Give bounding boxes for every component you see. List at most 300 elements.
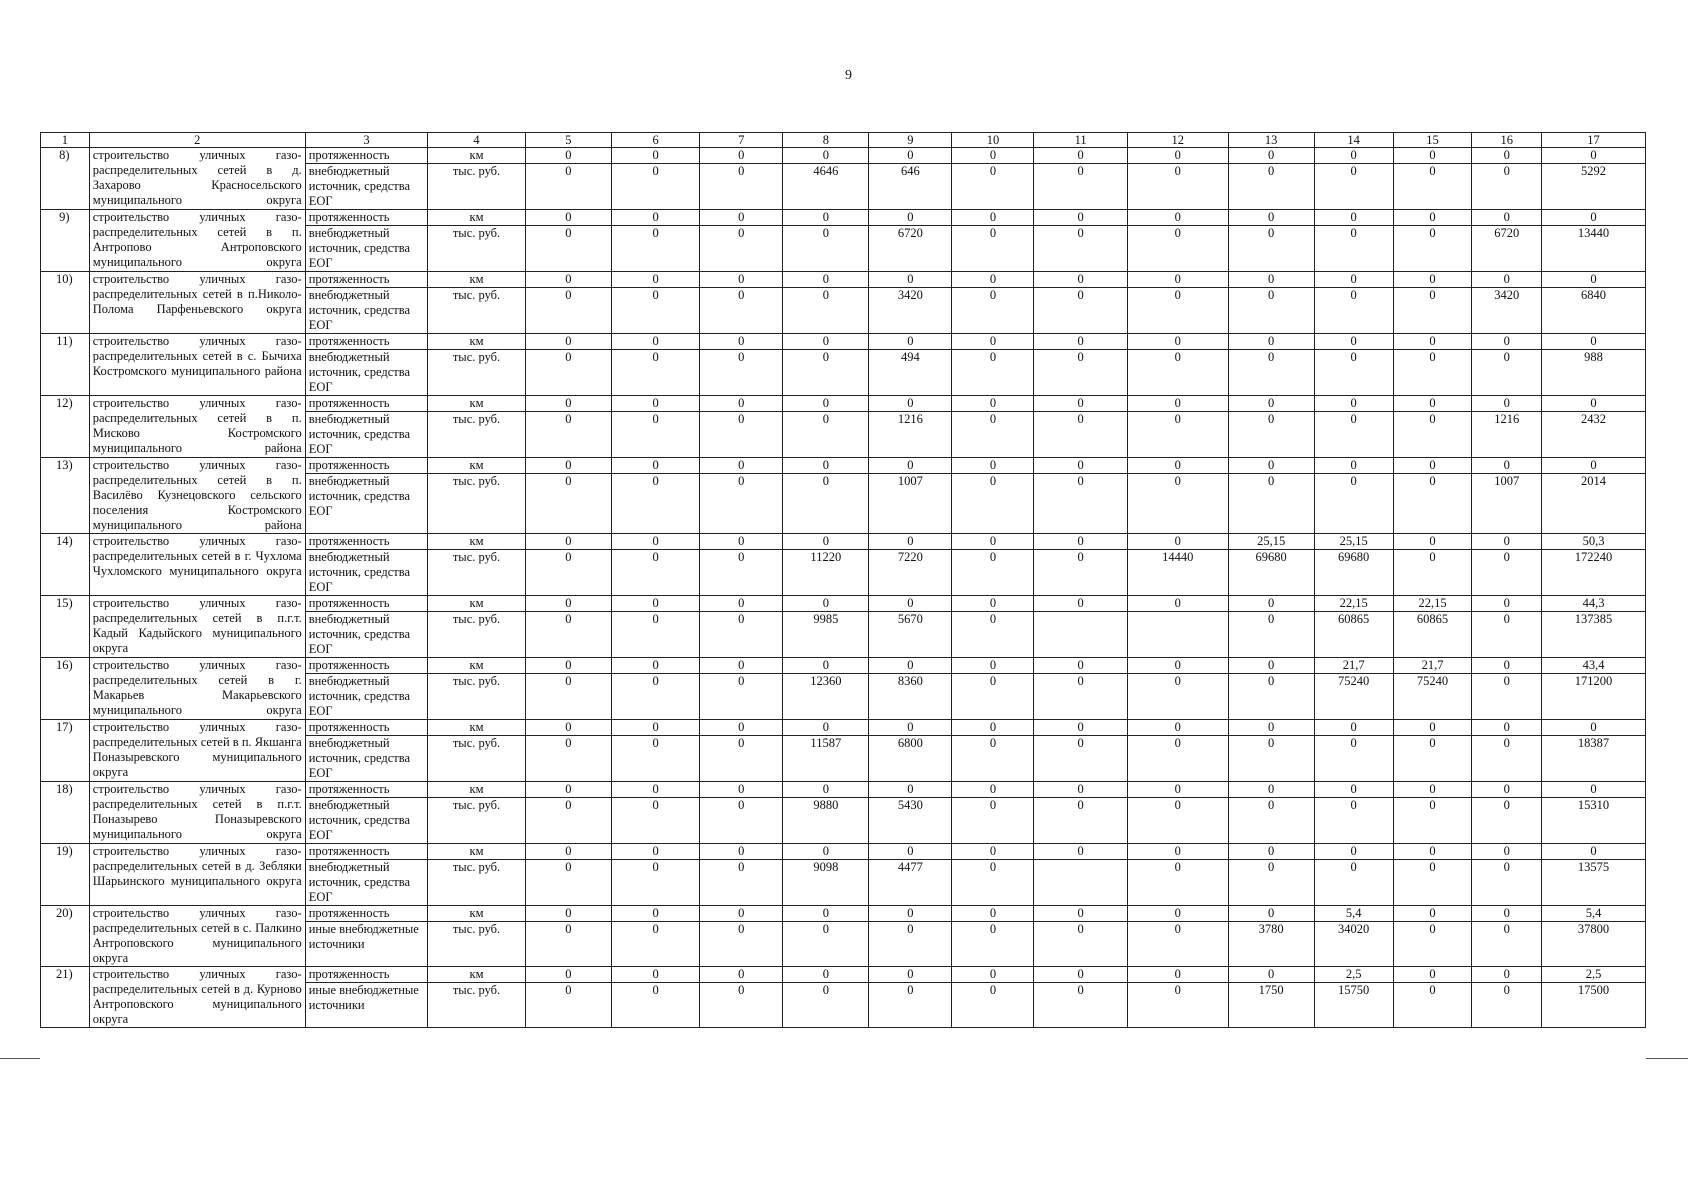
- table-row: [41, 210, 1646, 226]
- unit-rub: тыс. руб.: [428, 922, 526, 967]
- km-value: 0: [869, 844, 952, 860]
- rub-value: 60865: [1314, 612, 1393, 658]
- table-row: [41, 720, 1646, 736]
- indicator-length: протяженность: [305, 782, 428, 798]
- table-row: [41, 458, 1646, 474]
- rub-value: 0: [1228, 860, 1314, 906]
- rub-value: 0: [1472, 674, 1542, 720]
- km-value: 0: [700, 967, 783, 983]
- funding-source: внебюджетный источник, средства ЕОГ: [305, 860, 428, 906]
- km-value: 0: [611, 782, 699, 798]
- rub-value: 0: [1472, 736, 1542, 782]
- indicator-length: протяженность: [305, 534, 428, 550]
- data-table: [40, 132, 1646, 1028]
- rub-value: 0: [1228, 612, 1314, 658]
- km-value: 0: [1314, 272, 1393, 288]
- funding-source: внебюджетный источник, средства ЕОГ: [305, 412, 428, 458]
- km-value: 0: [1034, 844, 1127, 860]
- km-value: 0: [1314, 458, 1393, 474]
- rub-value: 0: [1127, 860, 1228, 906]
- km-value: 0: [1393, 458, 1472, 474]
- rub-value: 37800: [1542, 922, 1646, 967]
- km-value: 0: [611, 720, 699, 736]
- row-number: 17): [41, 720, 90, 782]
- rub-value: 0: [700, 226, 783, 272]
- project-name: строительство уличных газо-распределительных сетей в с. Палкино Антроповского муниципального округа: [89, 906, 305, 967]
- rub-value: 0: [952, 983, 1034, 1028]
- km-value: 0: [1472, 720, 1542, 736]
- km-value: 0: [611, 210, 699, 226]
- km-value: 0: [869, 334, 952, 350]
- rub-value: 9985: [783, 612, 869, 658]
- rub-value: 0: [525, 612, 611, 658]
- km-value: 0: [869, 458, 952, 474]
- km-value: 0: [1472, 148, 1542, 164]
- km-value: 0: [700, 658, 783, 674]
- km-value: 0: [1393, 906, 1472, 922]
- km-value: 0: [700, 210, 783, 226]
- km-value: 0: [525, 534, 611, 550]
- project-name: строительство уличных газо-распределительных сетей в п.г.т. Кадый Кадыйского муниципального округа: [89, 596, 305, 658]
- row-number: 21): [41, 967, 90, 1028]
- km-value: 0: [1542, 844, 1646, 860]
- km-value: 0: [1228, 334, 1314, 350]
- rub-value: 0: [525, 412, 611, 458]
- km-value: 0: [611, 534, 699, 550]
- unit-rub: тыс. руб.: [428, 412, 526, 458]
- table-row: [41, 967, 1646, 983]
- rub-value: 172240: [1542, 550, 1646, 596]
- unit-rub: тыс. руб.: [428, 474, 526, 534]
- project-name: строительство уличных газо-распределительных сетей в п. Василёво Кузнецовского сельского поселения Костромского муниципального района: [89, 458, 305, 534]
- rub-value: 1007: [1472, 474, 1542, 534]
- rub-value: 0: [1127, 350, 1228, 396]
- rub-value: 11587: [783, 736, 869, 782]
- km-value: 0: [1228, 967, 1314, 983]
- km-value: 0: [700, 844, 783, 860]
- rub-value: 0: [525, 550, 611, 596]
- rub-value: 0: [869, 983, 952, 1028]
- km-value: 0: [700, 148, 783, 164]
- km-value: 0: [1472, 906, 1542, 922]
- km-value: 0: [783, 148, 869, 164]
- km-value: 25,15: [1228, 534, 1314, 550]
- rub-value: [1034, 612, 1127, 658]
- km-value: 0: [869, 967, 952, 983]
- km-value: 0: [952, 272, 1034, 288]
- km-value: 0: [1393, 844, 1472, 860]
- unit-km: км: [428, 210, 526, 226]
- km-value: 0: [1127, 906, 1228, 922]
- unit-rub: тыс. руб.: [428, 288, 526, 334]
- funding-source: иные внебюджетные источники: [305, 983, 428, 1028]
- rub-value: 0: [1393, 350, 1472, 396]
- km-value: 0: [952, 534, 1034, 550]
- km-value: 0: [783, 782, 869, 798]
- rub-value: 3780: [1228, 922, 1314, 967]
- rub-value: 0: [1314, 474, 1393, 534]
- rub-value: 0: [611, 922, 699, 967]
- km-value: 0: [1542, 334, 1646, 350]
- unit-km: км: [428, 658, 526, 674]
- km-value: 0: [1228, 658, 1314, 674]
- km-value: 0: [525, 782, 611, 798]
- km-value: 0: [869, 210, 952, 226]
- rub-value: [1127, 612, 1228, 658]
- unit-km: км: [428, 720, 526, 736]
- km-value: 0: [1542, 458, 1646, 474]
- funding-source: внебюджетный источник, средства ЕОГ: [305, 164, 428, 210]
- rub-value: 0: [1228, 474, 1314, 534]
- table-row: [41, 906, 1646, 922]
- km-value: 0: [1314, 334, 1393, 350]
- rub-value: 0: [783, 474, 869, 534]
- stray-line-right: [1646, 1058, 1688, 1059]
- indicator-length: протяженность: [305, 596, 428, 612]
- km-value: 0: [1127, 210, 1228, 226]
- km-value: 0: [1228, 720, 1314, 736]
- indicator-length: протяженность: [305, 396, 428, 412]
- rub-value: 0: [952, 798, 1034, 844]
- km-value: 0: [700, 720, 783, 736]
- rub-value: 0: [611, 550, 699, 596]
- rub-value: 137385: [1542, 612, 1646, 658]
- rub-value: 0: [1393, 798, 1472, 844]
- rub-value: 0: [1472, 983, 1542, 1028]
- km-value: 21,7: [1314, 658, 1393, 674]
- rub-value: 0: [611, 412, 699, 458]
- rub-value: 0: [611, 860, 699, 906]
- rub-value: 0: [783, 983, 869, 1028]
- unit-km: км: [428, 534, 526, 550]
- rub-value: 0: [611, 288, 699, 334]
- km-value: 0: [1542, 720, 1646, 736]
- rub-value: 0: [1393, 983, 1472, 1028]
- km-value: 0: [525, 967, 611, 983]
- rub-value: 0: [1228, 288, 1314, 334]
- km-value: 0: [1314, 396, 1393, 412]
- project-name: строительство уличных газо-распределительных сетей в г. Чухлома Чухломского муниципального округа: [89, 534, 305, 596]
- km-value: 0: [783, 596, 869, 612]
- project-name: строительство уличных газо-распределительных сетей в п. Антропово Антроповского муниципального округа: [89, 210, 305, 272]
- indicator-length: протяженность: [305, 844, 428, 860]
- rub-value: 0: [1472, 612, 1542, 658]
- unit-km: км: [428, 396, 526, 412]
- project-name: строительство уличных газо-распределительных сетей в п.г.т. Поназырево Поназыревского муниципального округа: [89, 782, 305, 844]
- km-value: 0: [525, 596, 611, 612]
- rub-value: 0: [1393, 288, 1472, 334]
- table-row: [41, 596, 1646, 612]
- km-value: 5,4: [1314, 906, 1393, 922]
- rub-value: 0: [952, 350, 1034, 396]
- rub-value: 0: [525, 474, 611, 534]
- km-value: 44,3: [1542, 596, 1646, 612]
- rub-value: 0: [1314, 860, 1393, 906]
- km-value: 0: [1542, 782, 1646, 798]
- header-cell: 17: [1542, 133, 1646, 148]
- km-value: 0: [611, 334, 699, 350]
- rub-value: 0: [1314, 350, 1393, 396]
- row-number: 8): [41, 148, 90, 210]
- rub-value: 0: [1393, 412, 1472, 458]
- km-value: 0: [1127, 148, 1228, 164]
- rub-value: 0: [525, 860, 611, 906]
- unit-rub: тыс. руб.: [428, 226, 526, 272]
- km-value: 0: [525, 844, 611, 860]
- header-cell: 10: [952, 133, 1034, 148]
- rub-value: 0: [1228, 674, 1314, 720]
- km-value: 0: [1127, 967, 1228, 983]
- rub-value: 0: [700, 922, 783, 967]
- km-value: 0: [1472, 396, 1542, 412]
- rub-value: 1216: [869, 412, 952, 458]
- rub-value: 0: [1472, 798, 1542, 844]
- km-value: 0: [783, 396, 869, 412]
- km-value: 0: [1472, 458, 1542, 474]
- rub-value: 0: [1228, 226, 1314, 272]
- rub-value: [1034, 860, 1127, 906]
- project-name: строительство уличных газо-распределительных сетей в д. Захарово Красносельского муниципального округа: [89, 148, 305, 210]
- rub-value: 0: [952, 736, 1034, 782]
- rub-value: 0: [1393, 474, 1472, 534]
- km-value: 0: [869, 272, 952, 288]
- rub-value: 0: [952, 922, 1034, 967]
- rub-value: 15310: [1542, 798, 1646, 844]
- rub-value: 0: [525, 674, 611, 720]
- rub-value: 6720: [1472, 226, 1542, 272]
- rub-value: 0: [1228, 412, 1314, 458]
- unit-km: км: [428, 148, 526, 164]
- km-value: 0: [525, 458, 611, 474]
- km-value: 0: [783, 906, 869, 922]
- km-value: 0: [1034, 782, 1127, 798]
- km-value: 0: [525, 334, 611, 350]
- rub-value: 0: [1034, 164, 1127, 210]
- header-cell: 2: [89, 133, 305, 148]
- km-value: 0: [1472, 272, 1542, 288]
- indicator-length: протяженность: [305, 720, 428, 736]
- km-value: 0: [952, 210, 1034, 226]
- rub-value: 0: [1034, 350, 1127, 396]
- km-value: 25,15: [1314, 534, 1393, 550]
- km-value: 22,15: [1393, 596, 1472, 612]
- funding-source: внебюджетный источник, средства ЕОГ: [305, 674, 428, 720]
- km-value: 0: [1314, 844, 1393, 860]
- indicator-length: протяженность: [305, 458, 428, 474]
- rub-value: 0: [952, 474, 1034, 534]
- rub-value: 0: [611, 164, 699, 210]
- rub-value: 3420: [1472, 288, 1542, 334]
- km-value: 0: [869, 396, 952, 412]
- rub-value: 0: [952, 226, 1034, 272]
- rub-value: 0: [1034, 412, 1127, 458]
- page-number: 9: [845, 68, 852, 83]
- km-value: 0: [1542, 396, 1646, 412]
- indicator-length: протяженность: [305, 210, 428, 226]
- km-value: 0: [952, 720, 1034, 736]
- km-value: 0: [1542, 272, 1646, 288]
- rub-value: 0: [525, 983, 611, 1028]
- rub-value: 0: [700, 474, 783, 534]
- rub-value: 34020: [1314, 922, 1393, 967]
- km-value: 0: [1393, 534, 1472, 550]
- km-value: 0: [952, 967, 1034, 983]
- km-value: 0: [1393, 967, 1472, 983]
- km-value: 0: [1034, 534, 1127, 550]
- km-value: 0: [952, 148, 1034, 164]
- indicator-length: протяженность: [305, 906, 428, 922]
- rub-value: 5430: [869, 798, 952, 844]
- rub-value: 0: [700, 350, 783, 396]
- rub-value: 0: [525, 798, 611, 844]
- unit-rub: тыс. руб.: [428, 164, 526, 210]
- project-name: строительство уличных газо-распределительных сетей в д. Зебляки Шарьинского муниципального округа: [89, 844, 305, 906]
- km-value: 0: [869, 658, 952, 674]
- km-value: 0: [700, 596, 783, 612]
- km-value: 0: [1127, 596, 1228, 612]
- km-value: 0: [869, 782, 952, 798]
- header-cell: 9: [869, 133, 952, 148]
- funding-source: внебюджетный источник, средства ЕОГ: [305, 288, 428, 334]
- unit-rub: тыс. руб.: [428, 612, 526, 658]
- km-value: 21,7: [1393, 658, 1472, 674]
- rub-value: 0: [1393, 550, 1472, 596]
- rub-value: 0: [700, 736, 783, 782]
- rub-value: 0: [783, 350, 869, 396]
- rub-value: 11220: [783, 550, 869, 596]
- rub-value: 0: [611, 983, 699, 1028]
- table-row: [41, 658, 1646, 674]
- km-value: 2,5: [1542, 967, 1646, 983]
- rub-value: 0: [1034, 922, 1127, 967]
- unit-rub: тыс. руб.: [428, 550, 526, 596]
- km-value: 0: [1034, 906, 1127, 922]
- rub-value: 13575: [1542, 860, 1646, 906]
- km-value: 0: [1393, 148, 1472, 164]
- header-row: [41, 133, 1646, 148]
- table-row: [41, 782, 1646, 798]
- rub-value: 0: [1127, 474, 1228, 534]
- table-row: [41, 844, 1646, 860]
- row-number: 12): [41, 396, 90, 458]
- indicator-length: протяженность: [305, 334, 428, 350]
- km-value: 0: [783, 658, 869, 674]
- rub-value: 0: [611, 798, 699, 844]
- rub-value: 2014: [1542, 474, 1646, 534]
- rub-value: 0: [1034, 736, 1127, 782]
- rub-value: 646: [869, 164, 952, 210]
- rub-value: 1007: [869, 474, 952, 534]
- rub-value: 0: [1228, 350, 1314, 396]
- rub-value: 18387: [1542, 736, 1646, 782]
- km-value: 0: [525, 396, 611, 412]
- row-number: 18): [41, 782, 90, 844]
- km-value: 0: [1393, 782, 1472, 798]
- rub-value: 0: [700, 798, 783, 844]
- row-number: 19): [41, 844, 90, 906]
- rub-value: 0: [1034, 798, 1127, 844]
- km-value: 0: [1393, 210, 1472, 226]
- km-value: 0: [1393, 272, 1472, 288]
- rub-value: 0: [700, 612, 783, 658]
- rub-value: 0: [1034, 288, 1127, 334]
- km-value: 0: [1127, 658, 1228, 674]
- km-value: 0: [952, 906, 1034, 922]
- row-number: 13): [41, 458, 90, 534]
- rub-value: 3420: [869, 288, 952, 334]
- rub-value: 0: [952, 550, 1034, 596]
- km-value: 0: [700, 906, 783, 922]
- rub-value: 0: [700, 983, 783, 1028]
- rub-value: 0: [1393, 226, 1472, 272]
- indicator-length: протяженность: [305, 272, 428, 288]
- km-value: 0: [1127, 782, 1228, 798]
- km-value: 0: [1228, 596, 1314, 612]
- header-cell: 12: [1127, 133, 1228, 148]
- row-number: 11): [41, 334, 90, 396]
- funding-source: внебюджетный источник, средства ЕОГ: [305, 226, 428, 272]
- km-value: 0: [611, 458, 699, 474]
- table-row: [41, 148, 1646, 164]
- km-value: 0: [1472, 334, 1542, 350]
- km-value: 0: [869, 596, 952, 612]
- km-value: 0: [783, 334, 869, 350]
- km-value: 0: [1127, 272, 1228, 288]
- km-value: 0: [1228, 458, 1314, 474]
- header-cell: 7: [700, 133, 783, 148]
- rub-value: 5670: [869, 612, 952, 658]
- rub-value: 988: [1542, 350, 1646, 396]
- km-value: 0: [1393, 334, 1472, 350]
- km-value: 0: [611, 967, 699, 983]
- rub-value: 0: [700, 674, 783, 720]
- indicator-length: протяженность: [305, 658, 428, 674]
- project-name: строительство уличных газо-распределительных сетей в п. Якшанга Поназыревского муниципального округа: [89, 720, 305, 782]
- indicator-length: протяженность: [305, 148, 428, 164]
- km-value: 0: [952, 596, 1034, 612]
- rub-value: 0: [1127, 288, 1228, 334]
- rub-value: 6840: [1542, 288, 1646, 334]
- header-cell: 11: [1034, 133, 1127, 148]
- rub-value: 0: [869, 922, 952, 967]
- rub-value: 0: [1034, 474, 1127, 534]
- rub-value: 0: [1127, 226, 1228, 272]
- row-number: 15): [41, 596, 90, 658]
- km-value: 0: [1127, 334, 1228, 350]
- header-cell: 14: [1314, 133, 1393, 148]
- km-value: 0: [525, 210, 611, 226]
- km-value: 0: [952, 782, 1034, 798]
- km-value: 0: [1472, 658, 1542, 674]
- km-value: 0: [1127, 844, 1228, 860]
- project-name: строительство уличных газо-распределительных сетей в г. Макарьев Макарьевского муниципального округа: [89, 658, 305, 720]
- rub-value: 0: [525, 288, 611, 334]
- rub-value: 0: [1472, 350, 1542, 396]
- km-value: 0: [611, 658, 699, 674]
- funding-source: внебюджетный источник, средства ЕОГ: [305, 798, 428, 844]
- rub-value: 6720: [869, 226, 952, 272]
- rub-value: 0: [700, 164, 783, 210]
- km-value: 22,15: [1314, 596, 1393, 612]
- unit-rub: тыс. руб.: [428, 350, 526, 396]
- rub-value: 69680: [1228, 550, 1314, 596]
- rub-value: 0: [1314, 798, 1393, 844]
- km-value: 0: [869, 906, 952, 922]
- km-value: 0: [1393, 720, 1472, 736]
- rub-value: 0: [1393, 860, 1472, 906]
- km-value: 0: [783, 534, 869, 550]
- unit-km: км: [428, 906, 526, 922]
